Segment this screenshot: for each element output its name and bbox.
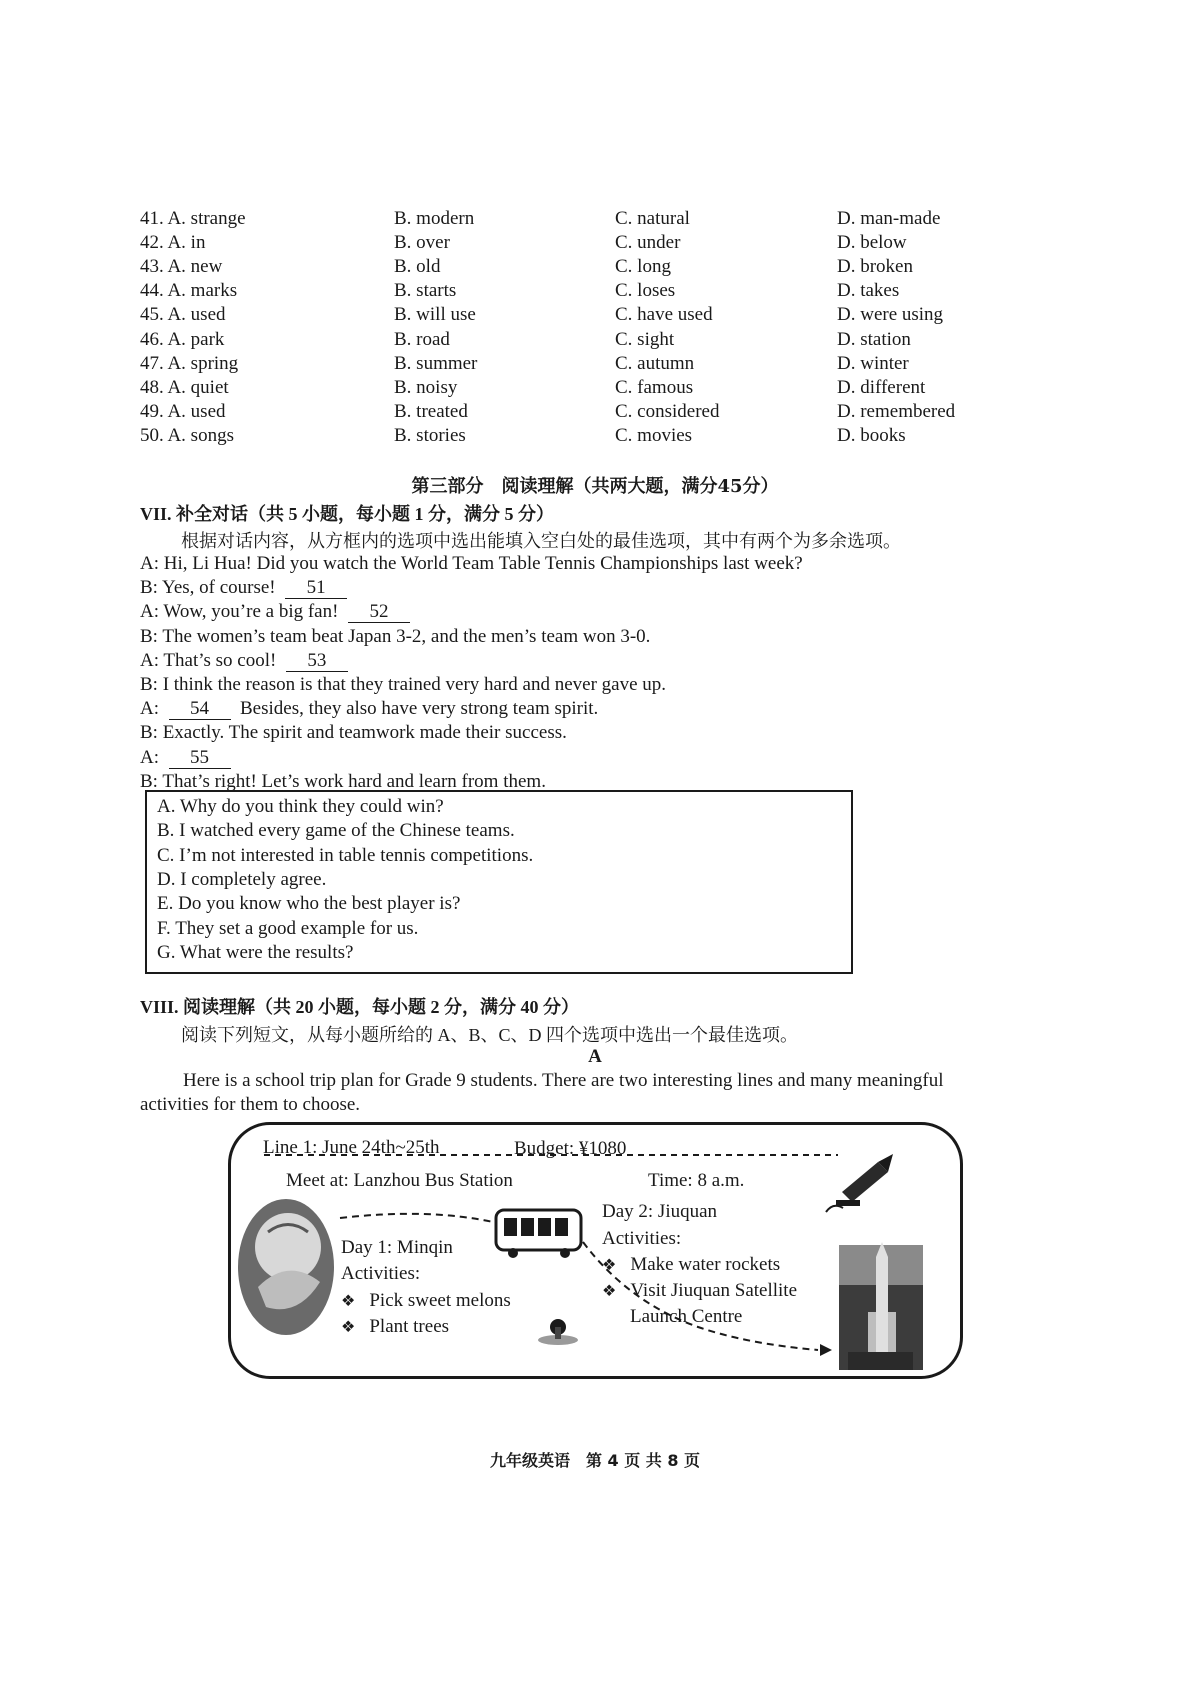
option-n: 43. A. new (140, 256, 223, 278)
day2-item: ❖ Visit Jiuquan Satellite (602, 1280, 798, 1301)
option-b: B. stories (394, 424, 466, 446)
option-d: D. remembered (837, 400, 956, 422)
section8-heading: VIII. 阅读理解（共 20 小题，每小题 2 分，满分 40 分） (140, 997, 580, 1017)
dialogue-line: B: Exactly. The spirit and teamwork made their success. (140, 722, 567, 744)
bus-icon (496, 1210, 581, 1258)
day1-title: Day 1: Minqin (341, 1237, 453, 1258)
box-option: B. I watched every game of the Chinese teams. (157, 820, 515, 842)
option-n: 42. A. in (140, 232, 206, 254)
option-c: C. natural (615, 208, 690, 229)
option-d: D. different (837, 376, 926, 398)
option-row (140, 280, 1020, 304)
box-option: D. I completely agree. (157, 868, 327, 890)
option-n: 49. A. used (140, 400, 226, 422)
section7-heading: VII. 补全对话（共 5 小题，每小题 1 分，满分 5 分） (140, 504, 555, 524)
option-b: B. modern (394, 208, 475, 229)
option-n: 41. A. strange (140, 208, 246, 229)
bullet-icon: ❖ (602, 1283, 617, 1300)
box-option: A. Why do you think they could win? (157, 796, 444, 817)
option-row (140, 304, 1020, 328)
plan-line: Line 1: June 24th~25th (263, 1137, 440, 1158)
option-n: 50. A. songs (140, 424, 234, 446)
dialogue-line: B: I think the reason is that they trained very hard and never gave up. (140, 674, 667, 695)
dialogue-line: A: 55 (140, 747, 231, 769)
section7-instruction: 根据对话内容，从方框内的选项中选出能填入空白处的最佳选项，其中有两个为多余选项。 (181, 531, 901, 551)
option-b: B. noisy (394, 376, 458, 398)
option-d: D. station (837, 328, 911, 350)
trip-plan-illustration (228, 1122, 963, 1379)
day2-item: ❖ Make water rockets (602, 1254, 781, 1275)
bullet-icon: ❖ (341, 1293, 356, 1310)
passage-intro-line2: activities for them to choose. (140, 1094, 361, 1115)
box-option: C. I’m not interested in table tennis competitions. (157, 844, 534, 866)
option-c: C. have used (615, 304, 713, 326)
section8-instruction: 阅读下列短文，从每小题所给的 A、B、C、D 四个选项中选出一个最佳选项。 (181, 1025, 799, 1045)
day1-item: ❖ Pick sweet melons (341, 1290, 511, 1311)
day2-item-continued: Launch Centre (630, 1306, 743, 1327)
melon-icon (238, 1199, 334, 1335)
option-c: C. movies (615, 424, 693, 446)
dialogue-line: B: Yes, of course! 51 (140, 577, 347, 599)
option-b: B. old (394, 256, 441, 278)
answer-blank[interactable]: 53 (286, 651, 348, 672)
passage-label: A (588, 1046, 602, 1067)
day2-activities-label: Activities: (602, 1228, 682, 1249)
answer-blank[interactable]: 52 (348, 602, 410, 623)
option-row (140, 208, 1020, 232)
option-d: D. below (837, 232, 907, 254)
option-row (140, 232, 1020, 256)
option-b: B. treated (394, 400, 468, 422)
option-d: D. broken (837, 256, 913, 278)
answer-blank[interactable]: 55 (169, 748, 231, 769)
option-n: 44. A. marks (140, 280, 238, 302)
dialogue-line: A: Wow, you’re a big fan! 52 (140, 601, 410, 623)
day2-title: Day 2: Jiuquan (602, 1201, 718, 1222)
plan-time: Time: 8 a.m. (648, 1170, 745, 1191)
arrow-head-icon (820, 1344, 832, 1356)
option-c: C. long (615, 256, 671, 278)
option-n: 45. A. used (140, 304, 226, 326)
option-b: B. summer (394, 352, 478, 374)
option-d: D. man-made (837, 208, 941, 229)
option-b: B. road (394, 328, 450, 350)
part3-title: 第三部分 阅读理解（共两大题，满分45分） (411, 476, 779, 497)
tree-planting-icon (538, 1319, 578, 1345)
option-n: 48. A. quiet (140, 376, 229, 398)
dialogue-line: A: That’s so cool! 53 (140, 650, 348, 672)
option-n: 47. A. spring (140, 352, 239, 374)
water-rocket-icon (826, 1154, 893, 1212)
option-c: C. autumn (615, 352, 695, 374)
option-d: D. winter (837, 352, 909, 374)
option-c: C. famous (615, 376, 694, 398)
option-row (140, 401, 1020, 425)
option-d: D. takes (837, 280, 900, 302)
day1-item: ❖ Plant trees (341, 1316, 450, 1337)
option-row (140, 256, 1020, 280)
option-d: D. books (837, 424, 906, 446)
option-d: D. were using (837, 304, 944, 326)
option-c: C. under (615, 232, 681, 254)
option-row (140, 377, 1020, 401)
plan-budget: Budget: ¥1080 (514, 1138, 627, 1159)
dialogue-line: A: 54 Besides, they also have very strong team spirit. (140, 698, 599, 720)
answer-blank[interactable]: 51 (285, 578, 347, 599)
day1-activities-label: Activities: (341, 1263, 421, 1284)
trip-plan-card (228, 1122, 963, 1379)
option-n: 46. A. park (140, 328, 225, 350)
option-b: B. will use (394, 304, 476, 326)
bullet-icon: ❖ (341, 1319, 356, 1336)
passage-intro-line1: Here is a school trip plan for Grade 9 students. There are two interesting lines and many meaningful (183, 1070, 944, 1091)
option-c: C. loses (615, 280, 676, 302)
option-c: C. sight (615, 328, 675, 350)
answer-options-box (145, 790, 853, 974)
bullet-icon: ❖ (602, 1257, 617, 1274)
box-option: F. They set a good example for us. (157, 917, 419, 939)
plan-meet: Meet at: Lanzhou Bus Station (286, 1170, 513, 1191)
box-option: E. Do you know who the best player is? (157, 893, 461, 915)
page-footer: 九年级英语 第 4 页 共 8 页 (489, 1451, 701, 1470)
option-c: C. considered (615, 400, 720, 422)
option-b: B. starts (394, 280, 457, 302)
dialogue-line: B: That’s right! Let’s work hard and learn from them. (140, 770, 546, 792)
satellite-launch-photo (839, 1242, 923, 1370)
option-row (140, 329, 1020, 353)
box-option: G. What were the results? (157, 941, 354, 963)
dialogue-line: A: Hi, Li Hua! Did you watch the World Team Table Tennis Championships last week? (140, 553, 803, 574)
route-line-1 (340, 1214, 493, 1222)
option-row (140, 425, 1020, 449)
option-b: B. over (394, 232, 450, 254)
answer-blank[interactable]: 54 (169, 699, 231, 720)
option-row (140, 353, 1020, 377)
dialogue-line: B: The women’s team beat Japan 3-2, and the men’s team won 3-0. (140, 625, 651, 647)
